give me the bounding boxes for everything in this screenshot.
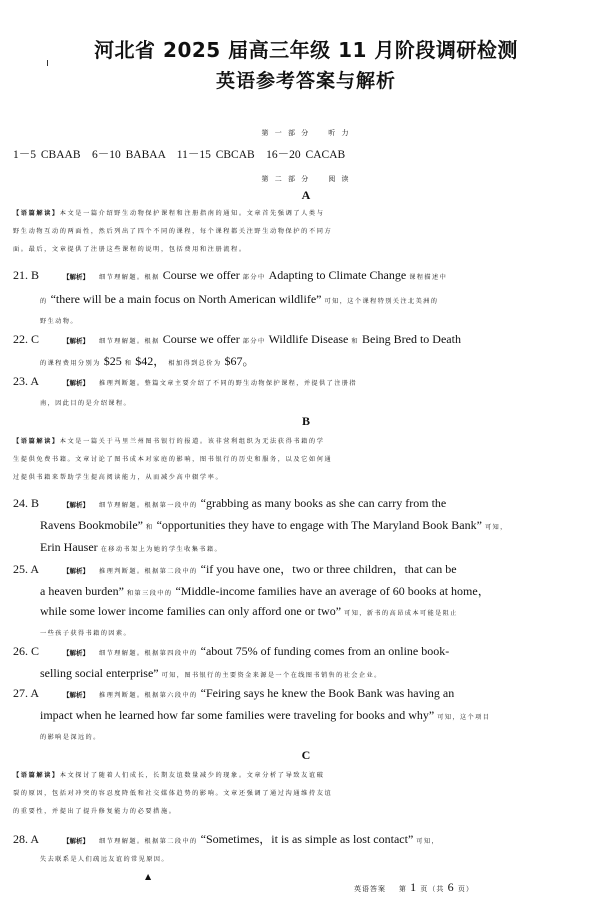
answer-25-line4: 一些孩子获得书籍的因素。 xyxy=(40,630,132,637)
explanation-text: 细节理解题。根据第一段中的 xyxy=(99,502,198,509)
quote-text: Being Bred to Death xyxy=(361,332,461,346)
explanation-text: 部分中 xyxy=(242,274,266,281)
section-a-analysis-line xyxy=(13,208,599,220)
quote-text: Adapting to Climate Change xyxy=(268,268,407,282)
page-subtitle: 英语参考答案与解析 xyxy=(215,70,396,92)
explanation-text: 细节理解题。根据 xyxy=(99,274,160,281)
price-value: $42， xyxy=(135,354,166,368)
explanation-text: 细节理解题。根据 xyxy=(99,338,160,345)
explanation-text: 和 xyxy=(124,360,133,367)
explanation-text: 和 xyxy=(351,338,359,345)
section-c-analysis-line: 的重要性，并提出了提升修复能力的必要措施。 xyxy=(13,808,177,815)
quote-text: Course we offer xyxy=(162,332,240,346)
answer-27-line3: 的影响是深远的。 xyxy=(40,734,101,741)
explanation-tag: 【解析】 xyxy=(63,274,89,281)
footer-page-total: 6 xyxy=(447,880,455,894)
question-number: 23. A xyxy=(13,374,40,388)
explanation-tag: 【解析】 xyxy=(63,650,89,657)
section-b-heading: B xyxy=(301,414,310,428)
explanation-text: 可知，这个项目 xyxy=(437,714,491,721)
footer-page-suffix: 页） xyxy=(457,885,474,893)
explanation-tag: 【解析】 xyxy=(63,380,89,387)
explanation-tag: 【解析】 xyxy=(63,838,89,845)
analysis-tag: 【语篇解读】 xyxy=(13,438,60,445)
quote-text: Ravens Bookmobile” xyxy=(40,518,143,532)
answer-23 xyxy=(13,374,357,389)
answer-25-line2 xyxy=(40,582,490,599)
explanation-text: 细节理解题。根据第二段中的 xyxy=(99,838,198,845)
question-number: 21. B xyxy=(13,268,40,282)
explanation-text: 可知，图书银行的主要资金来源是一个在线图书销售的社会企业。 xyxy=(161,672,382,679)
answer-25 xyxy=(13,560,457,577)
price-value: $67。 xyxy=(224,354,255,368)
question-number: 28. A xyxy=(13,832,40,846)
section-c-analysis-line xyxy=(13,770,599,782)
answer-24-line3 xyxy=(40,540,222,555)
page-footer xyxy=(354,880,474,895)
answer-28-line2: 失去联系是人们疏远友谊的常见原因。 xyxy=(40,856,169,863)
explanation-tag: 【解析】 xyxy=(63,502,89,509)
footer-page-prefix: 第 xyxy=(398,885,407,893)
section-b-analysis-line xyxy=(13,436,599,448)
question-number: 27. A xyxy=(13,686,40,700)
person-name: Erin Hauser xyxy=(40,540,98,554)
price-value: $25 xyxy=(103,354,122,368)
answer-24 xyxy=(13,496,446,511)
section-c-heading: C xyxy=(301,748,311,762)
explanation-text: 相加得到总价为 xyxy=(168,360,222,367)
quote-text: “Feiring says he knew the Book Bank was having an xyxy=(200,686,455,700)
page-title: 河北省 2025 届高三年级 11 月阶段调研检测 xyxy=(94,38,518,62)
question-number: 24. B xyxy=(13,496,40,510)
quote-text: “there will be a main focus on North American wildlife” xyxy=(50,292,322,306)
quote-text: “opportunities they have to engage with The Maryland Book Bank” xyxy=(156,518,482,532)
quote-text: “if you have one，two or three children，that can be xyxy=(200,562,457,576)
explanation-text: 和 xyxy=(145,524,154,531)
quote-text: impact when he learned how far some families were traveling for books and why” xyxy=(40,708,435,722)
explanation-text: 推理判断题。根据第二段中的 xyxy=(99,568,198,575)
explanation-text: 可知，新书的高昂成本可能是阻止 xyxy=(344,610,458,617)
question-number: 25. A xyxy=(13,562,40,576)
section-a-analysis-line: 野生动物互动的两面性，然后列出了四个不同的课程，每个课程都关注野生动物保护的不同方 xyxy=(13,228,333,235)
quote-text: Course we offer xyxy=(162,268,240,282)
explanation-text: 的 xyxy=(40,298,48,305)
section-c-analysis-line: 裂的原因，包括对冲突的容忍度降低和社交媒体趋势的影响。文章还强调了通过沟通维持友谊 xyxy=(13,790,333,797)
explanation-text: 的课程费用分别为 xyxy=(40,360,101,367)
answer-26-line2 xyxy=(40,666,382,681)
section-b-analysis-line: 生提供免费书籍。文章讨论了图书成本对家庭的影响，图书银行的历史和服务，以及它如何通 xyxy=(13,456,333,463)
question-number: 26. C xyxy=(13,644,40,658)
quote-text: “Sometimes，it is as simple as lost contact” xyxy=(200,832,414,846)
answer-27-line2 xyxy=(40,708,490,723)
answer-22-line2 xyxy=(40,352,254,369)
explanation-text: 推理判断题。根据第六段中的 xyxy=(99,692,198,699)
section-a-analysis-line: 面。最后，文章提供了注册这些课程的说明，包括费用和注册流程。 xyxy=(13,246,247,253)
explanation-text: 和第三段中的 xyxy=(126,590,173,597)
quote-text: Wildlife Disease xyxy=(268,332,349,346)
explanation-tag: 【解析】 xyxy=(63,568,89,575)
explanation-text: 推理判断题。整篇文章主要介绍了不同的野生动物保护课程，并提供了注册指 xyxy=(99,380,357,387)
answer-25-line3 xyxy=(40,604,458,619)
quote-text: “about 75% of funding comes from an online book- xyxy=(200,644,450,658)
answer-26 xyxy=(13,644,449,659)
analysis-text: 本文探讨了随着人们成长，长期友谊数量减少的现象。文章分析了导致友谊破 xyxy=(59,772,325,779)
listening-answer-keys: 1－5 CBAAB 6－10 BABAA 11－15 CBCAB 16－20 CACAB xyxy=(13,149,346,161)
explanation-text: 可知， xyxy=(416,838,440,845)
answer-21-line2 xyxy=(40,292,438,307)
part1-label: 第 一 部 分 听 力 xyxy=(261,129,351,137)
quote-text: “Middle-income families have an average of 60 books at home， xyxy=(175,584,490,598)
answer-22 xyxy=(13,332,461,347)
answer-23-line2: 南，因此目的是介绍课程。 xyxy=(40,400,132,407)
analysis-text: 本文是一篇介绍野生动物保护课程和注册指南的通知。文章首先强调了人类与 xyxy=(59,210,325,217)
explanation-text: 可知， xyxy=(484,524,508,531)
explanation-text: 细节理解题。根据第四段中的 xyxy=(99,650,198,657)
section-b-analysis-line: 过提供书籍来帮助学生提高阅读能力，从而减少高中辍学率。 xyxy=(13,474,224,481)
analysis-tag: 【语篇解读】 xyxy=(13,210,60,217)
footer-subject: 英语答案 xyxy=(354,885,386,893)
answer-27 xyxy=(13,686,454,701)
answer-28 xyxy=(13,830,439,847)
question-number: 22. C xyxy=(13,332,40,346)
explanation-text: 课程描述中 xyxy=(409,274,448,281)
explanation-tag: 【解析】 xyxy=(63,692,89,699)
answer-24-line2 xyxy=(40,518,508,533)
quote-text: selling social enterprise” xyxy=(40,666,159,680)
quote-text: “grabbing as many books as she can carry from the xyxy=(200,496,447,510)
quote-text: a heaven burden” xyxy=(40,584,124,598)
explanation-tag: 【解析】 xyxy=(63,338,89,345)
explanation-text: 部分中 xyxy=(242,338,266,345)
bottom-mark: ▲ xyxy=(145,872,152,881)
part2-label: 第 二 部 分 阅 读 xyxy=(261,175,351,183)
quote-text: while some lower income families can only afford one or two” xyxy=(40,604,342,618)
analysis-tag: 【语篇解读】 xyxy=(13,772,60,779)
explanation-text: 在移动书架上为她的学生收集书籍。 xyxy=(100,546,223,553)
answer-21-line3: 野生动物。 xyxy=(40,318,78,325)
explanation-text: 可知，这个课程特别关注北美洲的 xyxy=(324,298,439,305)
footer-page-number: 1 xyxy=(410,880,418,894)
section-a-heading: A xyxy=(301,188,311,202)
analysis-text: 本文是一篇关于马里兰州图书银行的报道。该非营利组织为无法获得书籍的学 xyxy=(59,438,325,445)
answer-21 xyxy=(13,268,447,283)
footer-page-mid: 页（共 xyxy=(420,885,445,893)
